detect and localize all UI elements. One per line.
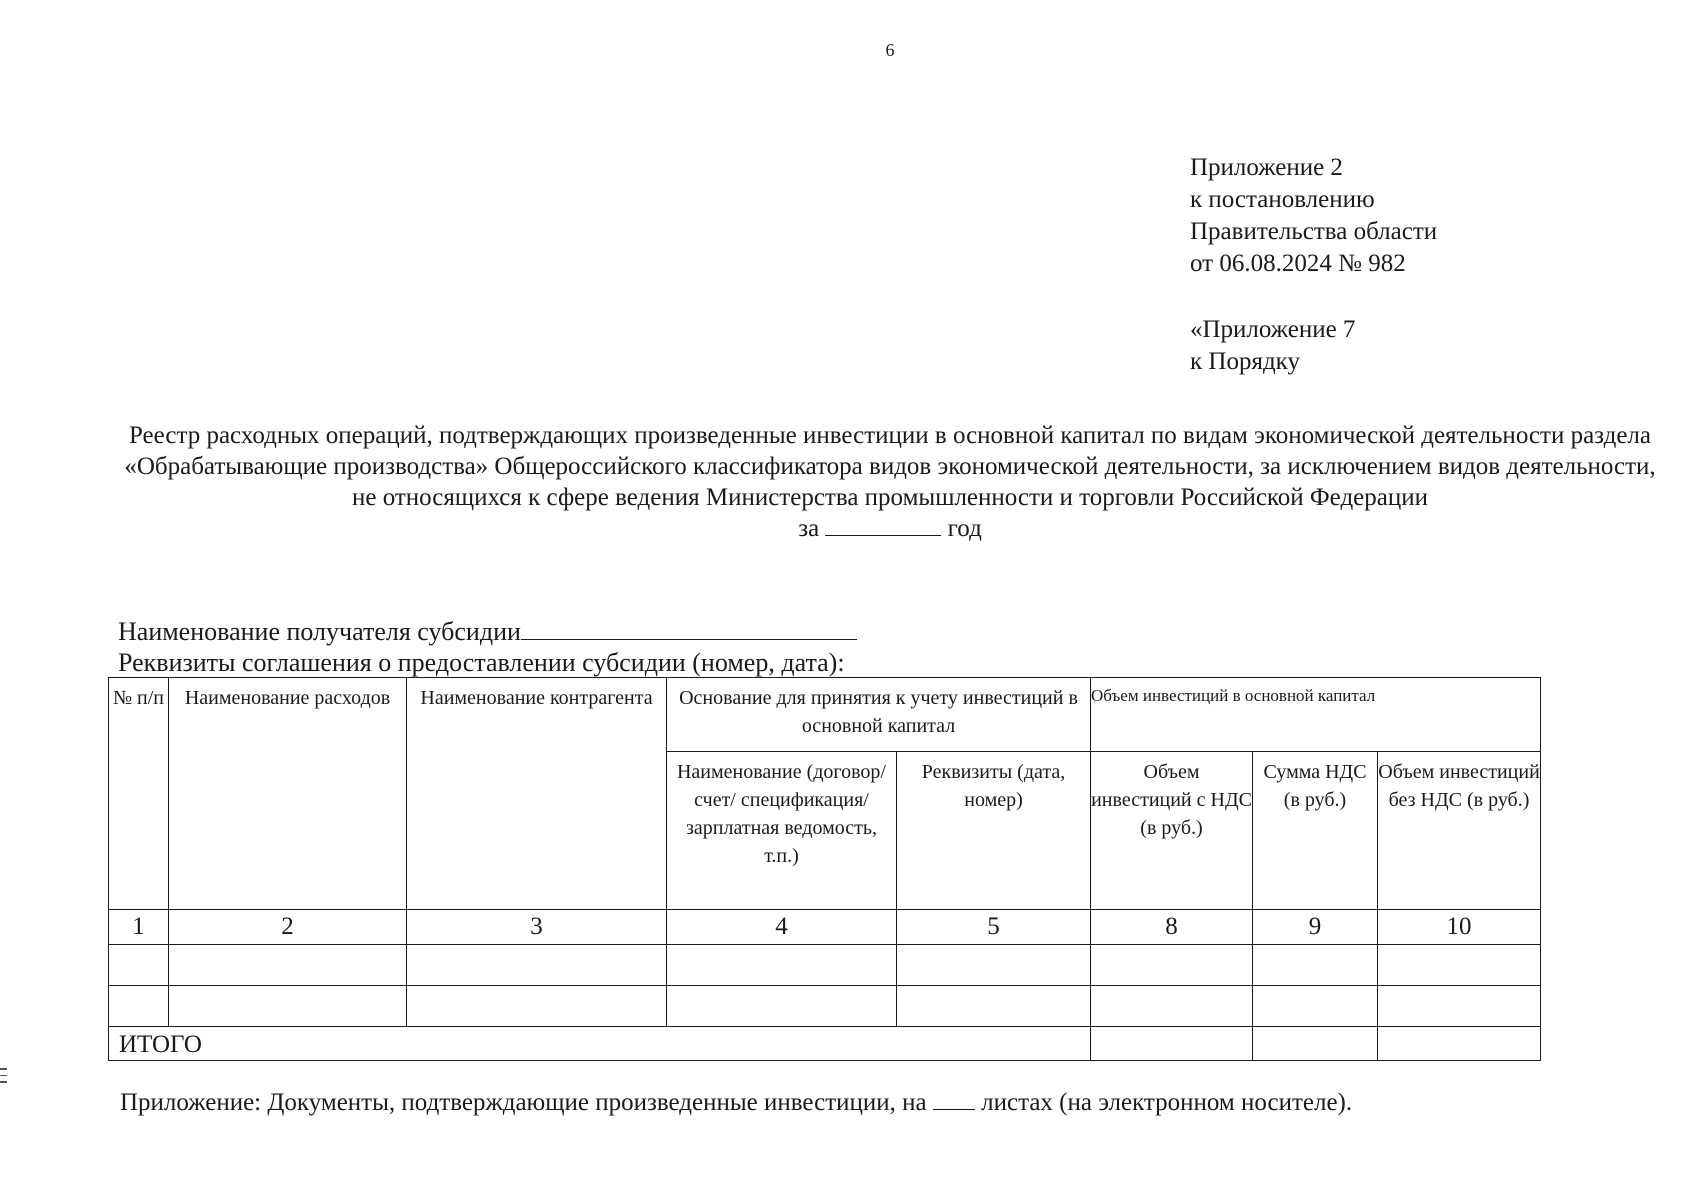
table-cell: [1253, 945, 1378, 986]
table-cell: [667, 986, 897, 1027]
appendix-line: к постановлению: [1190, 186, 1375, 213]
title-year-line: [112, 513, 1668, 544]
appendix-line: Приложение 2: [1190, 154, 1343, 181]
appendix-block: [1190, 152, 1437, 378]
year-suffix: год: [947, 515, 982, 542]
column-number: 9: [1253, 910, 1378, 945]
attachment-line: [120, 1087, 1352, 1118]
table-cell: [407, 945, 667, 986]
col-contractor-header: Наименование контрагента: [407, 678, 667, 910]
title-text: Реестр расходных операций, подтверждающих произведенные инвестиции в основной капитал по видам экономической деятельности раздела «Обрабатывающие производства» Общероссийского классификатора видов экономической деятельности, за исключением видов деятельности, не относящихся к сфере ведения Министерства промышленности и торговли Российской Федерации: [124, 422, 1656, 511]
volume-group-header: Объем инвестиций в основной капитал: [1091, 678, 1541, 752]
column-number: 10: [1378, 910, 1541, 945]
table-row: [109, 986, 1541, 1027]
table-cell: [169, 986, 407, 1027]
total-cell: [1253, 1027, 1378, 1061]
total-cell: [1091, 1027, 1253, 1061]
table-cell: [897, 986, 1091, 1027]
registry-table: [108, 677, 1541, 1061]
column-number: 2: [169, 910, 407, 945]
attachment-suffix: листах (на электронном носителе).: [981, 1089, 1353, 1116]
column-number: 3: [407, 910, 667, 945]
total-cell: [1378, 1027, 1541, 1061]
attachment-prefix: Приложение: Документы, подтверждающие произведенные инвестиции, на: [120, 1089, 927, 1116]
column-number: 5: [897, 910, 1091, 945]
appendix-subline: к Порядку: [1190, 348, 1300, 375]
table-cell: [169, 945, 407, 986]
table-cell: [1378, 945, 1541, 986]
table-cell: [1253, 986, 1378, 1027]
appendix-line: от 06.08.2024 № 982: [1190, 250, 1406, 277]
total-label: ИТОГО: [109, 1027, 1091, 1061]
column-number: 1: [109, 910, 169, 945]
col-vat-header: Сумма НДС (в руб.): [1253, 752, 1378, 910]
table-cell: [109, 945, 169, 986]
table-cell: [897, 945, 1091, 986]
appendix-subline: «Приложение 7: [1190, 316, 1356, 343]
margin-mark: [0, 1068, 7, 1088]
column-number: 8: [1091, 910, 1253, 945]
table-cell: [1091, 986, 1253, 1027]
table-row: [109, 945, 1541, 986]
total-row: [109, 1027, 1541, 1061]
table-cell: [1091, 945, 1253, 986]
agreement-line: [118, 648, 845, 678]
agreement-label: Реквизиты соглашения о предоставлении субсидии (номер, дата):: [118, 648, 845, 677]
col-without-vat-header: Объем инвестиций без НДС (в руб.): [1378, 752, 1541, 910]
page-number: 6: [885, 40, 895, 60]
appendix-line: Правительства области: [1190, 218, 1438, 245]
col-expense-header: Наименование расходов: [169, 678, 407, 910]
recipient-label: Наименование получателя субсидии: [118, 617, 521, 646]
column-numbers-row: [109, 910, 1541, 945]
col-basis-name-header: Наименование (договор/счет/ спецификация/ зарплатная ведомость, т.п.): [667, 752, 897, 910]
year-blank: [825, 513, 941, 536]
table-cell: [1378, 986, 1541, 1027]
table-cell: [109, 986, 169, 1027]
recipient-blank: [521, 617, 857, 640]
col-number-header: № п/п: [109, 678, 169, 910]
col-basis-requisites-header: Реквизиты (дата, номер): [897, 752, 1091, 910]
recipient-line: [118, 617, 857, 647]
year-prefix: за: [798, 515, 820, 542]
attachment-blank: [933, 1087, 975, 1110]
document-title: [112, 420, 1668, 544]
col-with-vat-header: Объем инвестиций с НДС (в руб.): [1091, 752, 1253, 910]
table-cell: [407, 986, 667, 1027]
table-cell: [667, 945, 897, 986]
column-number: 4: [667, 910, 897, 945]
basis-group-header: Основание для принятия к учету инвестиций в основной капитал: [667, 678, 1091, 752]
